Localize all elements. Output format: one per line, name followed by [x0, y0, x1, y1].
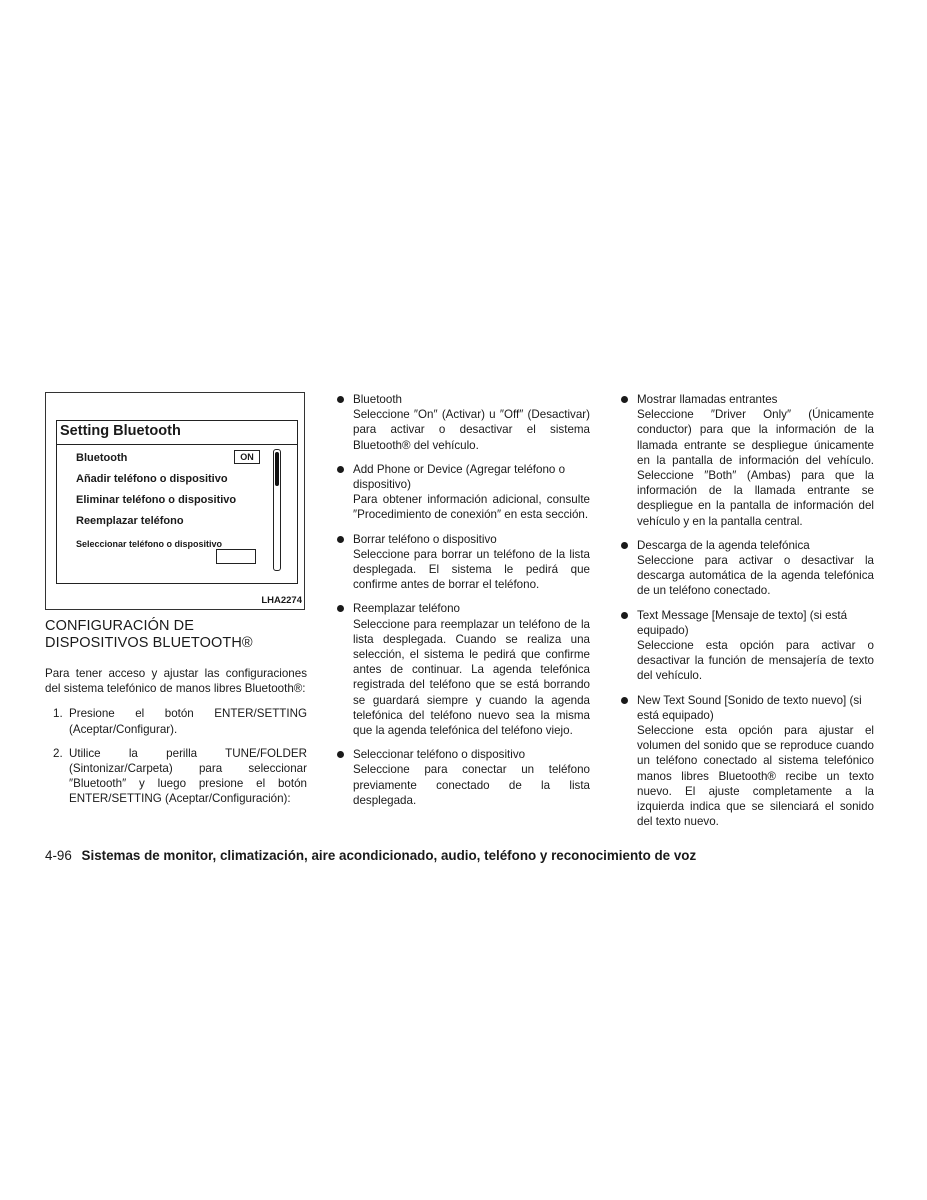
bullet-description: Seleccione para borrar un teléfono de la lista desplegada. El sistema le pedirá que confirme antes de borrar el teléfono. [353, 547, 590, 592]
bullet-title: Bluetooth [353, 393, 402, 406]
bullet-item [336, 462, 590, 523]
bullet-icon [621, 612, 628, 619]
bullet-description: Seleccione para conectar un teléfono previamente conectado de la lista desplegada. [353, 763, 590, 807]
bullet-title: Add Phone or Device (Agregar teléfono o dispositivo) [353, 462, 566, 492]
bullet-description: Seleccione ″On″ (Activar) u ″Off″ (Desactivar) para activar o desactivar el sistema Bluetooth® del vehículo. [353, 408, 590, 452]
bullet-icon [337, 466, 344, 473]
bullet-item [620, 538, 874, 599]
section-heading [45, 618, 307, 652]
bullet-description: Para obtener información adicional, consulte ″Procedimiento de conexión″ en esta sección. [353, 493, 590, 522]
steps-list [45, 706, 307, 806]
bluetooth-settings-screen [56, 420, 298, 584]
bullet-icon [621, 542, 628, 549]
page-number: 4-96 [45, 848, 72, 863]
bullet-title: Borrar teléfono o dispositivo [353, 532, 497, 546]
screen-item-bluetooth: Bluetooth [76, 452, 128, 464]
scrollbar-thumb [275, 452, 279, 486]
middle-bullet-list [336, 392, 590, 808]
bullet-description: Seleccione esta opción para activar o desactivar la función de mensajería de texto del vehículo. [637, 639, 874, 683]
bullet-description: Seleccione esta opción para ajustar el volumen del sonido que se reproduce cuando un teléfono conectado al sistema telefónico manos libres Bluetooth® recibe un texto nuevo. El ajuste completamente a la izquierda indica que se silenciará el sonido del texto nuevo. [637, 724, 874, 829]
bullet-icon [621, 697, 628, 704]
bullet-item [336, 747, 590, 808]
figure-code: LHA2274 [261, 594, 302, 606]
step-text: Presione el botón ENTER/SETTING (Aceptar/Configurar). [69, 707, 307, 736]
step-number: 2. [53, 746, 63, 760]
screen-item-add-phone: Añadir teléfono o dispositivo [76, 473, 228, 485]
step-item [45, 746, 307, 807]
left-column [45, 392, 307, 816]
on-toggle-box: ON [234, 450, 260, 464]
bullet-title: Mostrar llamadas entrantes [637, 393, 778, 406]
bullet-description: Seleccione para reemplazar un teléfono de la lista desplegada. Cuando se realiza una selección, el sistema le pedirá que confirme antes de continuar. La agenda telefónica registrada del teléfono que se está borrando se guardará siempre y cuando la agenda telefónica del teléfono nuevo sea la misma que la agenda telefónica del teléfono viejo. [353, 617, 590, 738]
select-value-box [216, 549, 256, 564]
chapter-title: Sistemas de monitor, climatización, aire acondicionado, audio, teléfono y reconocimiento de voz [81, 848, 697, 863]
bullet-title: Seleccionar teléfono o dispositivo [353, 748, 526, 762]
bullet-title: New Text Sound [Sonido de texto nuevo] (si está equipado) [637, 693, 862, 722]
bullet-description: Seleccione ″Driver Only″ (Únicamente conductor) para que la información de la llamada entrante se despliegue únicamente en la pantalla de información del vehículo. Seleccione ″Both″ (Ambas) para que la información de la llamada entrante se despliegue en la pantalla de información del vehículo y en la pantalla central. [637, 408, 874, 528]
screen-item-delete-phone: Eliminar teléfono o dispositivo [76, 494, 237, 506]
bullet-icon [337, 751, 344, 758]
bullet-icon [337, 605, 344, 612]
bullet-item [336, 601, 590, 738]
bullet-title: Text Message [Mensaje de texto] (si está equipado) [637, 608, 848, 637]
screen-item-replace-phone: Reemplazar teléfono [76, 515, 184, 527]
middle-column [336, 392, 590, 817]
page-footer [45, 848, 885, 863]
bullet-icon [337, 396, 344, 403]
step-number: 1. [53, 707, 63, 721]
bullet-title: Descarga de la agenda telefónica [637, 538, 810, 552]
right-bullet-list [620, 392, 874, 829]
bullet-item [620, 693, 874, 830]
scrollbar [273, 449, 281, 571]
settings-screen-figure [45, 392, 305, 610]
step-item [45, 706, 307, 736]
right-column [620, 392, 874, 838]
bullet-icon [621, 396, 628, 403]
bullet-description: Seleccione para activar o desactivar la descarga automática de la agenda telefónica de un teléfono conectado. [637, 554, 874, 598]
heading-line-1: CONFIGURACIÓN DE [45, 618, 195, 634]
bullet-item [620, 392, 874, 529]
bullet-item [336, 392, 590, 453]
bullet-item [620, 608, 874, 684]
bullet-icon [337, 536, 344, 543]
bullet-title: Reemplazar teléfono [353, 602, 460, 616]
bullet-item [336, 532, 590, 593]
intro-paragraph: Para tener acceso y ajustar las configuraciones del sistema telefónico de manos libres Bluetooth®: [45, 667, 307, 696]
step-text: Utilice la perilla TUNE/FOLDER (Sintonizar/Carpeta) para seleccionar ″Bluetooth″ y luego presione el botón ENTER/SETTING (Aceptar/Configuración): [69, 746, 307, 806]
screen-item-select-phone: Seleccionar teléfono o dispositivo [76, 539, 223, 549]
screen-title: Setting Bluetooth [57, 421, 297, 445]
heading-line-2: DISPOSITIVOS BLUETOOTH® [45, 635, 253, 651]
